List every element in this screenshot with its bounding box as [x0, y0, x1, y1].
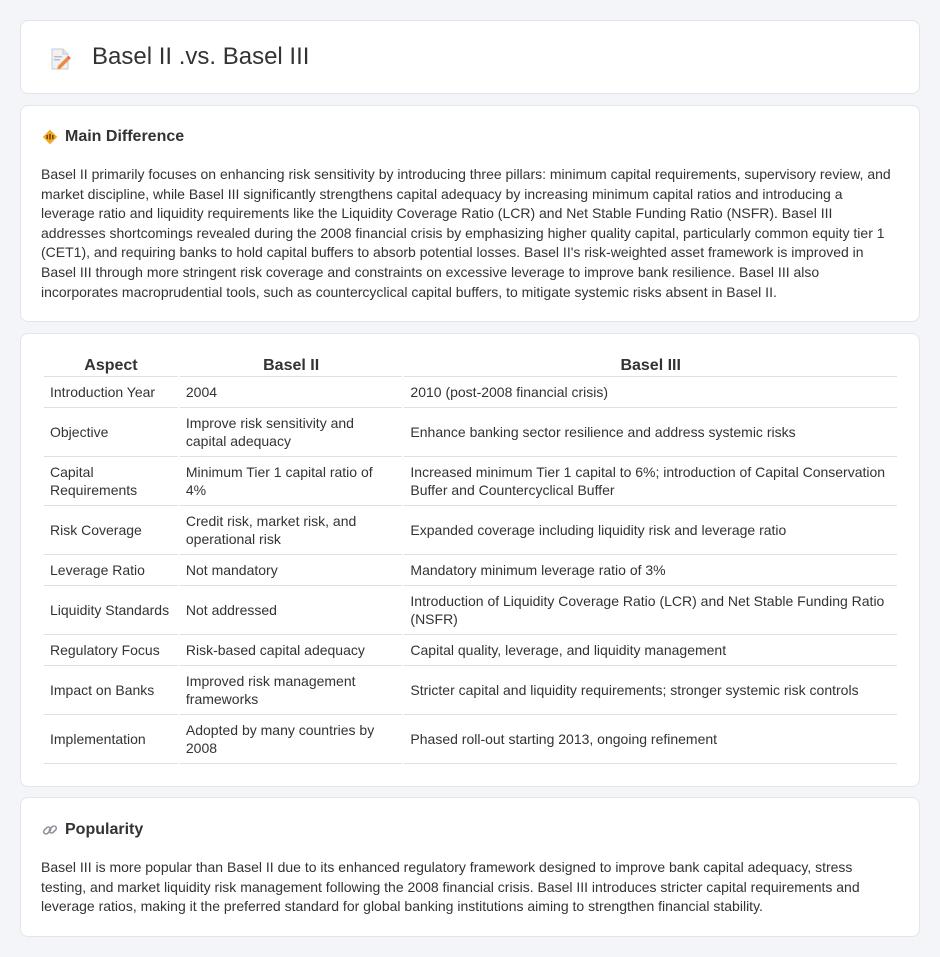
row-aspect: Risk Coverage: [44, 506, 178, 555]
table-row: [44, 506, 897, 555]
table-row: [44, 635, 897, 666]
row-basel-ii: Credit risk, market risk, and operational risk: [180, 506, 403, 555]
comparison-table: [42, 355, 899, 764]
row-aspect: Objective: [44, 408, 178, 457]
row-basel-ii: Adopted by many countries by 2008: [180, 715, 403, 764]
table-row: [44, 555, 897, 586]
row-aspect: Liquidity Standards: [44, 586, 178, 635]
row-basel-ii: Not addressed: [180, 586, 403, 635]
header-basel-ii: Basel II: [180, 355, 403, 377]
table-row: [44, 715, 897, 764]
row-basel-ii: Improved risk management frameworks: [180, 666, 403, 715]
page-title: Basel II .vs. Basel III: [92, 43, 310, 70]
popularity-card: [20, 797, 920, 937]
table-row: [44, 408, 897, 457]
table-row: [44, 377, 897, 408]
row-aspect: Introduction Year: [44, 377, 178, 408]
row-basel-iii: Expanded coverage including liquidity risk and leverage ratio: [404, 506, 897, 555]
row-basel-ii: Not mandatory: [180, 555, 403, 586]
table-row: [44, 586, 897, 635]
row-basel-ii: Minimum Tier 1 capital ratio of 4%: [180, 457, 403, 506]
table-header-row: [44, 355, 897, 377]
main-difference-card: [20, 105, 920, 322]
row-aspect: Capital Requirements: [44, 457, 178, 506]
row-basel-ii: Risk-based capital adequacy: [180, 635, 403, 666]
row-aspect: Regulatory Focus: [44, 635, 178, 666]
header-basel-iii: Basel III: [404, 355, 897, 377]
document-edit-icon: [49, 47, 71, 71]
popularity-title: Popularity: [65, 821, 144, 838]
road-sign-icon: [42, 129, 58, 145]
row-basel-ii: 2004: [180, 377, 403, 408]
comparison-table-card: [20, 333, 920, 787]
row-basel-iii: Enhance banking sector resilience and address systemic risks: [404, 408, 897, 457]
row-aspect: Impact on Banks: [44, 666, 178, 715]
popularity-text: Basel III is more popular than Basel II due to its enhanced regulatory framework designed to improve bank capital adequacy, stress testing, and market liquidity risk management following the 2008 financial crisis. Basel III introduces stricter capital requirements and leverage ratios, making it the preferred standard for global banking institutions aiming to strengthen financial stability.: [41, 859, 860, 915]
row-basel-iii: Capital quality, leverage, and liquidity management: [404, 635, 897, 666]
table-row: [44, 666, 897, 715]
link-icon: [42, 822, 58, 838]
main-difference-text: Basel II primarily focuses on enhancing risk sensitivity by introducing three pillars: minimum capital requirements, supervisory review, and market discipline, while Basel III significantly strengthens capital adequacy by increasing minimum capital ratios and introducing a leverage ratio and liquidity requirements like the Liquidity Coverage Ratio (LCR) and Net Stable Funding Ratio (NSFR). Basel III addresses shortcomings revealed during the 2008 financial crisis by emphasizing higher quality capital, particularly common equity tier 1 (CET1), and requiring banks to hold capital buffers to absorb potential losses. Basel II's risk-weighted asset framework is improved in Basel III through more stringent risk coverage and constraints on excessive leverage to improve bank resilience. Basel III also incorporates macroprudential tools, such as countercyclical capital buffers, to mitigate systemic risks absent in Basel II.: [41, 166, 891, 300]
row-basel-iii: Stricter capital and liquidity requirements; stronger systemic risk controls: [404, 666, 897, 715]
row-aspect: Leverage Ratio: [44, 555, 178, 586]
row-basel-ii: Improve risk sensitivity and capital adequacy: [180, 408, 403, 457]
row-basel-iii: Mandatory minimum leverage ratio of 3%: [404, 555, 897, 586]
table-row: [44, 457, 897, 506]
row-aspect: Implementation: [44, 715, 178, 764]
row-basel-iii: Phased roll-out starting 2013, ongoing refinement: [404, 715, 897, 764]
row-basel-iii: Introduction of Liquidity Coverage Ratio (LCR) and Net Stable Funding Ratio (NSFR): [404, 586, 897, 635]
main-difference-title: Main Difference: [65, 128, 185, 145]
popularity-heading: [42, 821, 143, 839]
row-basel-iii: 2010 (post-2008 financial crisis): [404, 377, 897, 408]
main-difference-heading: [42, 128, 184, 146]
header-aspect: Aspect: [44, 355, 178, 377]
header-card: [20, 20, 920, 94]
row-basel-iii: Increased minimum Tier 1 capital to 6%; introduction of Capital Conservation Buffer and Countercyclical Buffer: [404, 457, 897, 506]
